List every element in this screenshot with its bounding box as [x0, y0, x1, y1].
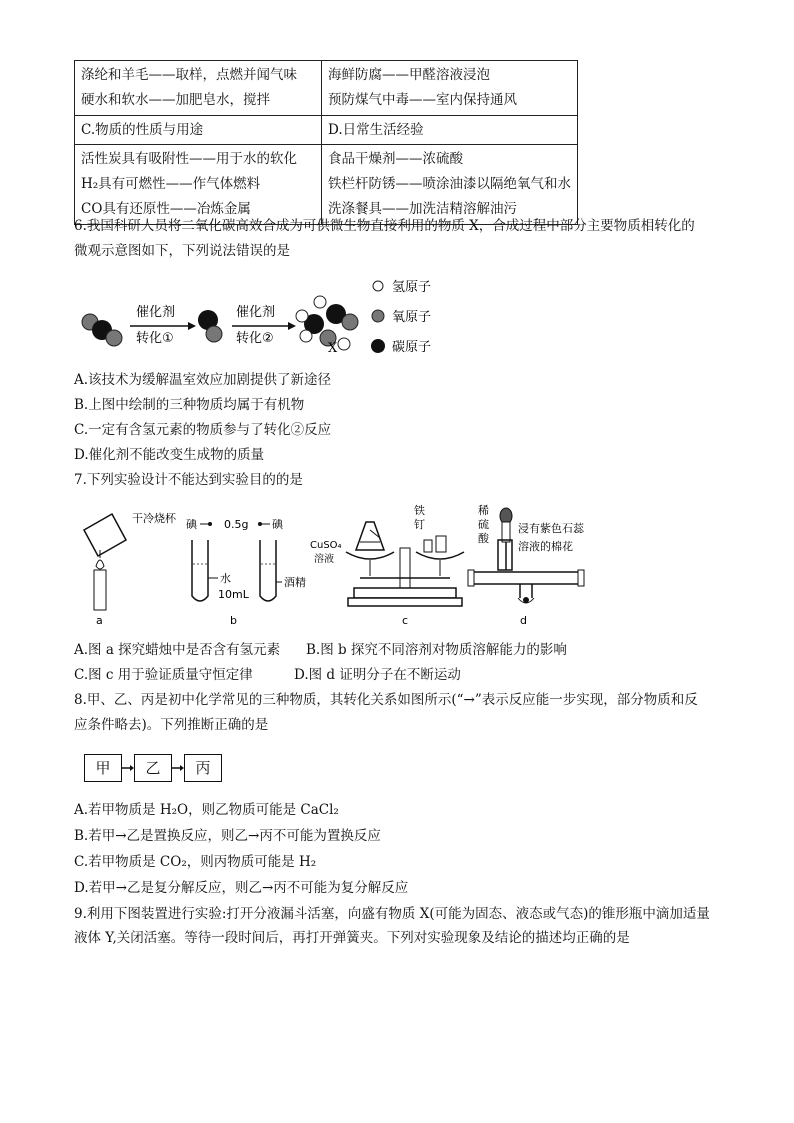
q6-option-b: B.上图中绘制的三种物质均属于有机物	[74, 397, 305, 413]
table-line: 铁栏杆防锈——喷涂油漆以隔绝氧气和水	[328, 176, 571, 192]
q7-option-b: B.图 b 探究不同溶剂对物质溶解能力的影响	[306, 642, 567, 658]
label-c-solution-formula: CuSO₄	[310, 540, 342, 551]
conversion-label-1: 转化①	[136, 331, 174, 346]
table-line: 硬水和软水——加肥皂水，搅拌	[81, 92, 270, 108]
carbon-atom-icon	[371, 339, 385, 353]
table-header-d: D.日常生活经验	[322, 116, 578, 145]
table-cell-d	[322, 145, 578, 225]
x-label: X	[328, 341, 338, 356]
label-a-cup: 干冷烧杯	[132, 512, 176, 525]
q6-option-d: D.催化剂不能改变生成物的质量	[74, 447, 265, 463]
figure-c-balance	[346, 522, 464, 606]
label-d-acid-2: 硫	[478, 518, 489, 531]
label-c-nail-2: 钉	[414, 518, 425, 531]
x-molecule	[296, 296, 358, 350]
label-d-cotton-2: 溶液的棉花	[518, 540, 573, 553]
legend-oxygen: 氧原子	[392, 310, 432, 325]
molecule-conversion-diagram	[74, 272, 474, 364]
catalyst-label-1: 催化剂	[136, 305, 176, 320]
label-b-volume: 10mL	[218, 588, 249, 601]
caption-a: a	[96, 614, 103, 627]
label-b-water: 水	[220, 572, 231, 585]
table-header-c: C.物质的性质与用途	[75, 116, 322, 145]
q7-option-d: D.图 d 证明分子在不断运动	[294, 667, 461, 683]
q8-stem-line1: 8.甲、乙、丙是初中化学常见的三种物质，其转化关系如图所示(“→”表示反应能一步实现，部分物质和反	[74, 692, 698, 708]
table-line: 预防煤气中毒——室内保持通风	[328, 92, 517, 108]
flow-box-jia: 甲	[84, 754, 122, 782]
q6-stem-line2: 微观示意图如下，下列说法错误的是	[74, 243, 290, 259]
q8-stem-line2: 应条件略去)。下列推断正确的是	[74, 717, 269, 733]
table-line: 食品干燥剂——浓硫酸	[328, 151, 463, 167]
oxygen-atom-icon	[372, 310, 384, 322]
table-cell-b	[322, 61, 578, 116]
flow-arrows	[84, 754, 224, 782]
label-d-acid-3: 酸	[478, 532, 489, 545]
flow-box-yi: 乙	[134, 754, 172, 782]
q8-option-a: A.若甲物质是 H₂O，则乙物质可能是 CaCl₂	[74, 802, 339, 818]
experiment-figures	[74, 500, 594, 628]
legend-hydrogen: 氢原子	[392, 280, 432, 295]
q6-option-a: A.该技术为缓解温室效应加剧提供了新途径	[74, 372, 332, 388]
caption-d: d	[520, 614, 527, 627]
test-tube-right	[260, 540, 276, 601]
table-cell-c	[75, 145, 322, 225]
catalyst-label-2: 催化剂	[236, 305, 276, 320]
q7-stem: 7.下列实验设计不能达到实验目的的是	[74, 472, 303, 488]
arrow-icon	[180, 765, 184, 771]
label-d-acid-1: 稀	[478, 504, 489, 517]
label-c-nail: 铁	[414, 504, 425, 517]
co2-molecule	[82, 314, 122, 346]
label-b-iodine-right: 碘	[272, 518, 283, 531]
flow-box-bing: 丙	[184, 754, 222, 782]
options-table	[74, 60, 578, 225]
q7-option-a: A.图 a 探究蜡烛中是否含有氢元素	[74, 642, 281, 658]
conversion-label-2: 转化②	[236, 331, 274, 346]
arrow-icon	[130, 765, 134, 771]
legend-carbon: 碳原子	[392, 340, 432, 355]
figure-a-candle	[84, 514, 126, 610]
table-line: H₂具有可燃性——作气体燃料	[81, 176, 261, 192]
label-c-solution: 溶液	[314, 554, 334, 565]
label-d-cotton-1: 浸有紫色石蕊	[518, 522, 584, 535]
co-molecule	[198, 310, 222, 342]
table-line: 涤纶和羊毛——取样，点燃并闻气味	[81, 67, 297, 83]
label-b-iodine-left: 碘	[186, 518, 197, 531]
hydrogen-atom-icon	[373, 281, 383, 291]
q6-option-c: C.一定有含氢元素的物质参与了转化②反应	[74, 422, 332, 438]
q8-option-c: C.若甲物质是 CO₂，则丙物质可能是 H₂	[74, 854, 317, 870]
table-line: 洗涤餐具——加洗洁精溶解油污	[328, 201, 517, 217]
table-line: 海鲜防腐——甲醛溶液浸泡	[328, 67, 490, 83]
q7-option-c: C.图 c 用于验证质量守恒定律	[74, 667, 253, 683]
caption-b: b	[230, 614, 237, 627]
test-tube-left	[192, 540, 208, 601]
table-line: CO具有还原性——冶炼金属	[81, 201, 251, 217]
q6-stem-line1: 6.我国科研人员将二氧化碳高效合成为可供微生物直接利用的物质 X，合成过程中部分主要物质相转化的	[74, 218, 695, 234]
q8-option-b: B.若甲→乙是置换反应，则乙→丙不可能为置换反应	[74, 828, 381, 844]
label-b-mass: 0.5g	[224, 518, 249, 531]
q8-option-d: D.若甲→乙是复分解反应，则乙→丙不可能为复分解反应	[74, 880, 409, 896]
q9-stem: 9.利用下图装置进行实验:打开分液漏斗活塞，向盛有物质 X(可能为固态、液态或气态)的锥形瓶中滴加适量液体 Y,关闭活塞。等待一段时间后，再打开弹簧夹。下列对实验现象及结论的描述均正确的是	[74, 906, 710, 946]
label-b-alcohol: 酒精	[284, 576, 306, 589]
caption-c: c	[402, 614, 409, 627]
table-cell-a	[75, 61, 322, 116]
table-line: 活性炭具有吸附性——用于水的软化	[81, 151, 297, 167]
